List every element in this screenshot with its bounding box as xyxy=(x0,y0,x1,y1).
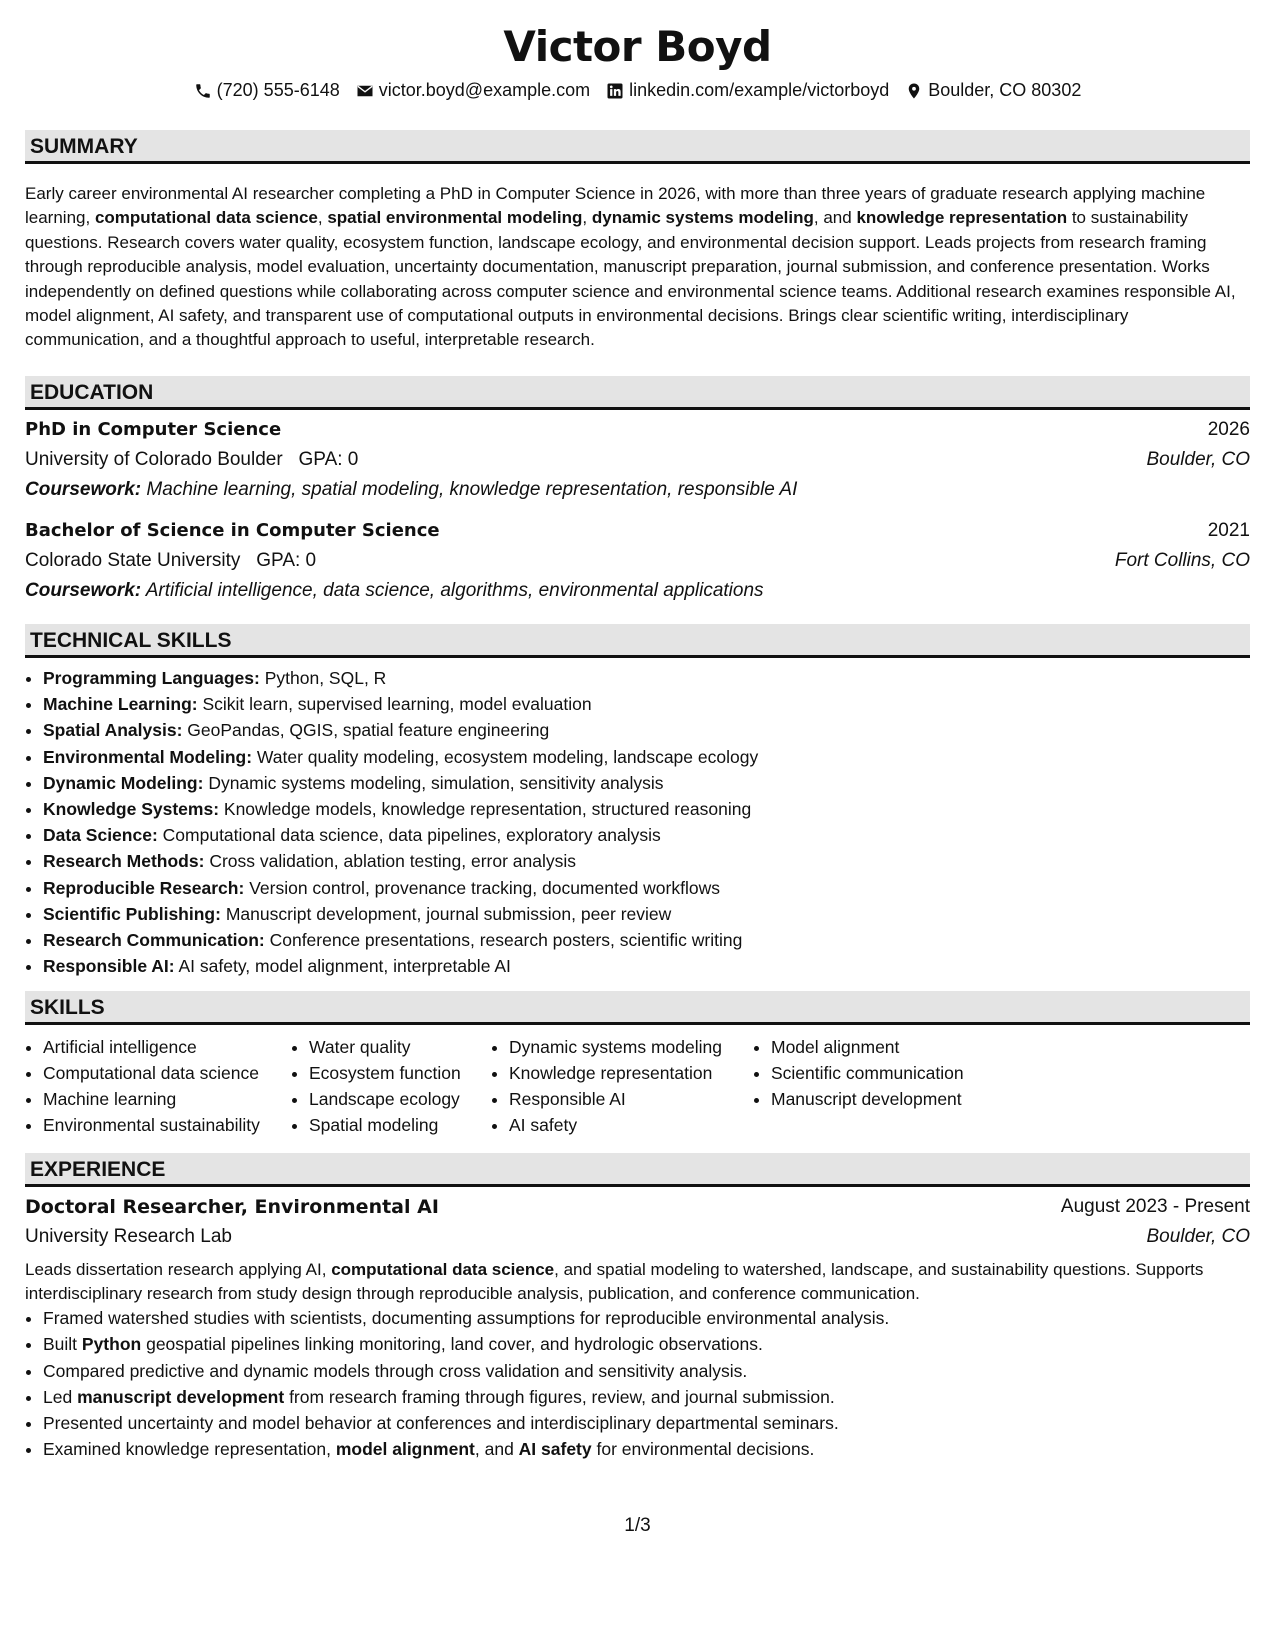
contact-location xyxy=(905,80,1081,101)
skill-item: • Water quality xyxy=(309,1034,461,1060)
tech-skill-value: AI safety, model alignment, interpretable AI xyxy=(178,956,511,977)
contact-bar xyxy=(0,80,1275,101)
degree-year: 2021 xyxy=(1207,520,1250,541)
tech-skill-label: Research Methods: xyxy=(43,851,205,872)
school-text: Colorado State University xyxy=(25,550,241,571)
degree-title: Bachelor of Science in Computer Science xyxy=(25,520,440,541)
tech-skill-value: Manuscript development, journal submission, peer review xyxy=(225,903,672,924)
candidate-name: Victor Boyd xyxy=(503,22,772,71)
degree-year: 2026 xyxy=(1207,419,1250,440)
skill-item: • Environmental sustainability xyxy=(43,1112,260,1138)
job-bullet xyxy=(43,1410,1250,1436)
section-heading: SUMMARY xyxy=(25,130,1250,164)
tech-skill-value: Knowledge models, knowledge representation, structured reasoning xyxy=(223,799,752,820)
coursework-line xyxy=(25,580,1250,610)
job-org: University Research Lab xyxy=(25,1226,232,1247)
phone-text: (720) 555-6148 xyxy=(216,80,340,100)
skill-item: • Scientific communication xyxy=(771,1060,964,1086)
experience-section xyxy=(25,1153,1250,1187)
degree-title: PhD in Computer Science xyxy=(25,419,282,440)
skill-item: • Model alignment xyxy=(771,1034,964,1060)
education-section xyxy=(25,376,1250,410)
summary-emphasis: spatial environmental modeling xyxy=(327,208,583,228)
tech-skill-value: Computational data science, data pipelines, exploratory analysis xyxy=(162,825,661,846)
bullet-text: for environmental decisions. xyxy=(591,1439,815,1460)
skills-column xyxy=(753,1034,964,1112)
linkedin-text: linkedin.com/example/victorboyd xyxy=(629,80,890,100)
job-bullets xyxy=(25,1305,1250,1462)
degree-row xyxy=(25,419,1250,449)
bullet-emphasis: AI safety xyxy=(518,1439,592,1460)
tech-skill-label: Data Science: xyxy=(43,825,158,846)
tech-skill-item xyxy=(43,770,1250,796)
job-title: Doctoral Researcher, Environmental AI xyxy=(25,1196,439,1218)
skill-item: • Computational data science xyxy=(43,1060,260,1086)
education-entry xyxy=(25,520,1250,610)
job-bullet xyxy=(43,1305,1250,1331)
skills-column xyxy=(291,1034,461,1138)
coursework-text: Artificial intelligence, data science, algorithms, environmental applications xyxy=(145,580,764,601)
skill-item: • Landscape ecology xyxy=(309,1086,461,1112)
contact-phone[interactable] xyxy=(194,80,340,101)
skills-section xyxy=(25,991,1250,1025)
job-bullet xyxy=(43,1358,1250,1384)
tech-skill-value: Cross validation, ablation testing, error analysis xyxy=(209,851,577,872)
summary-text-part: , and xyxy=(813,208,857,228)
tech-skill-item xyxy=(43,717,1250,743)
degree-row xyxy=(25,520,1250,550)
summary-emphasis: knowledge representation xyxy=(856,208,1068,228)
job-bullet xyxy=(43,1436,1250,1462)
bullet-text: , and xyxy=(474,1439,519,1460)
coursework-label: Coursework: xyxy=(25,479,142,500)
tech-skill-item xyxy=(43,796,1250,822)
section-heading: TECHNICAL SKILLS xyxy=(25,624,1250,658)
tech-skill-label: Spatial Analysis: xyxy=(43,720,183,741)
bullet-text: Examined knowledge representation, xyxy=(43,1439,336,1460)
job-bullet xyxy=(43,1384,1250,1410)
section-heading: SKILLS xyxy=(25,991,1250,1025)
coursework-label: Coursework: xyxy=(25,580,142,601)
gpa-text: GPA: 0 xyxy=(298,449,359,470)
school-location: Fort Collins, CO xyxy=(1114,550,1250,571)
bullet-text: Led xyxy=(43,1386,78,1407)
job-org-row xyxy=(25,1226,1250,1256)
page-number: 1/3 xyxy=(624,1515,651,1536)
tech-skill-label: Reproducible Research: xyxy=(43,877,245,898)
tech-skill-label: Research Communication: xyxy=(43,930,265,951)
section-heading: EXPERIENCE xyxy=(25,1153,1250,1187)
skill-item: • Dynamic systems modeling xyxy=(509,1034,722,1060)
section-heading: EDUCATION xyxy=(25,376,1250,410)
skill-item: • Ecosystem function xyxy=(309,1060,461,1086)
summary-text-part: , xyxy=(582,208,592,228)
email-text: victor.boyd@example.com xyxy=(378,80,591,100)
skills-column xyxy=(491,1034,722,1138)
contact-linkedin[interactable] xyxy=(606,80,889,101)
skill-item: • Artificial intelligence xyxy=(43,1034,260,1060)
tech-skill-value: Conference presentations, research posters, scientific writing xyxy=(269,930,743,951)
bullet-text: Compared predictive and dynamic models through cross validation and sensitivity analysis. xyxy=(43,1360,748,1381)
tech-skill-label: Scientific Publishing: xyxy=(43,903,221,924)
tech-skill-label: Dynamic Modeling: xyxy=(43,772,204,793)
tech-skill-item xyxy=(43,691,1250,717)
skills-column xyxy=(25,1034,260,1138)
map-pin-icon xyxy=(905,82,923,100)
gpa-text: GPA: 0 xyxy=(256,550,317,571)
technical-skills-list xyxy=(25,665,1250,979)
skill-item: • Manuscript development xyxy=(771,1086,964,1112)
bullet-emphasis: manuscript development xyxy=(77,1386,285,1407)
tech-skill-item xyxy=(43,665,1250,691)
bullet-emphasis: Python xyxy=(81,1334,142,1355)
job-bullet xyxy=(43,1331,1250,1357)
skill-item: • Knowledge representation xyxy=(509,1060,722,1086)
tech-skill-label: Responsible AI: xyxy=(43,956,175,977)
tech-skill-item xyxy=(43,927,1250,953)
job-desc-emphasis: computational data science xyxy=(331,1260,555,1279)
tech-skill-item xyxy=(43,848,1250,874)
bullet-text: Presented uncertainty and model behavior at conferences and interdisciplinary departmental seminars. xyxy=(43,1413,839,1433)
skill-item: • Responsible AI xyxy=(509,1086,722,1112)
tech-skill-label: Knowledge Systems: xyxy=(43,799,220,820)
job-title-row xyxy=(25,1196,1250,1226)
phone-icon xyxy=(194,82,212,100)
location-text: Boulder, CO 80302 xyxy=(928,80,1082,100)
tech-skill-value: Version control, provenance tracking, documented workflows xyxy=(249,877,720,898)
tech-skill-item xyxy=(43,822,1250,848)
skill-item: • Spatial modeling xyxy=(309,1112,461,1138)
summary-text-part: Early career environmental AI researcher completing a PhD in Computer Science in 2026, with more than three years of graduate research applying machine learning, xyxy=(25,184,1206,228)
contact-email[interactable] xyxy=(356,80,590,101)
tech-skill-item xyxy=(43,901,1250,927)
bullet-text: Built xyxy=(43,1334,82,1355)
summary-section xyxy=(25,130,1250,164)
school-text: University of Colorado Boulder xyxy=(25,449,283,470)
tech-skill-label: Environmental Modeling: xyxy=(43,746,253,767)
coursework-text: Machine learning, spatial modeling, knowledge representation, responsible AI xyxy=(146,479,798,500)
job-location: Boulder, CO xyxy=(1146,1226,1250,1247)
bullet-emphasis: model alignment xyxy=(335,1439,475,1460)
summary-text-part: to sustainability questions. Research covers water quality, ecosystem function, landscape ecology, and environmental decision support. Leads projects from research framing through reproducible analysis, model evaluation, uncertainty documentation, manuscript preparation, journal submission, and conference presentation. Works independently on defined questions while collaborating across computer science and environmental science teams. Additional research examines responsible AI, model alignment, AI safety, and transparent use of computational outputs in environmental decisions. Brings clear scientific writing, interdisciplinary communication, and a thoughtful approach to useful, interpretable research. xyxy=(25,208,1236,350)
school-name xyxy=(25,449,358,471)
school-row xyxy=(25,449,1250,479)
skill-item: • Machine learning xyxy=(43,1086,260,1112)
tech-skill-value: GeoPandas, QGIS, spatial feature engineering xyxy=(187,720,550,741)
tech-skill-value: Water quality modeling, ecosystem modeling, landscape ecology xyxy=(256,746,759,767)
bullet-text: Framed watershed studies with scientists, documenting assumptions for reproducible environmental analysis. xyxy=(43,1308,890,1329)
bullet-text: geospatial pipelines linking monitoring, land cover, and hydrologic observations. xyxy=(141,1334,763,1355)
bullet-text: from research framing through figures, review, and journal submission. xyxy=(284,1386,835,1407)
linkedin-icon xyxy=(606,82,624,100)
tech-skill-item xyxy=(43,875,1250,901)
tech-skill-value: Dynamic systems modeling, simulation, sensitivity analysis xyxy=(208,772,664,793)
job-desc-part: , and spatial modeling to watershed, landscape, and sustainability questions. Supports interdisciplinary research from study design through reproducible analysis, publication, and conference communication. xyxy=(25,1260,1204,1303)
summary-emphasis: dynamic systems modeling xyxy=(591,208,814,228)
job-desc-part: Leads dissertation research applying AI, xyxy=(25,1260,332,1279)
experience-entry xyxy=(25,1196,1250,1462)
summary-text-part: , xyxy=(317,208,328,228)
technical-skills-section xyxy=(25,624,1250,658)
school-name xyxy=(25,550,316,572)
school-location: Boulder, CO xyxy=(1146,449,1250,470)
tech-skill-item xyxy=(43,744,1250,770)
job-description xyxy=(25,1258,1250,1305)
summary-emphasis: computational data science xyxy=(94,208,318,228)
school-row xyxy=(25,550,1250,580)
tech-skill-item xyxy=(43,953,1250,979)
skill-item: • AI safety xyxy=(509,1112,722,1138)
tech-skill-label: Machine Learning: xyxy=(43,694,198,715)
coursework-line xyxy=(25,479,1250,509)
tech-skill-value: Scikit learn, supervised learning, model evaluation xyxy=(202,694,592,715)
tech-skill-label: Programming Languages: xyxy=(43,668,260,688)
tech-skill-value: Python, SQL, R xyxy=(264,668,387,688)
envelope-icon xyxy=(356,82,374,100)
job-dates: August 2023 - Present xyxy=(1060,1196,1250,1217)
education-entry xyxy=(25,419,1250,509)
summary-text xyxy=(25,182,1250,353)
